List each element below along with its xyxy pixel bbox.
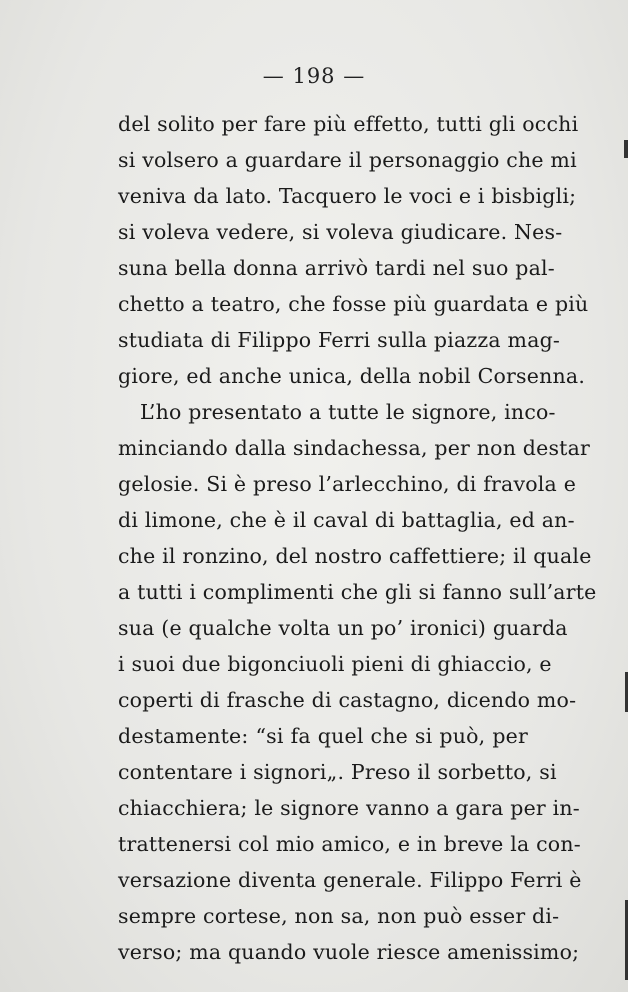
body-text [118,106,597,970]
text-line: sua (e qualche volta un po’ ironici) guarda [118,616,568,640]
text-line: si volsero a guardare il personaggio che mi [118,148,577,172]
text-line: trattenersi col mio amico, e in breve la con- [118,832,581,856]
text-line: chetto a teatro, che fosse più guardata e più [118,292,589,316]
text-line: versazione diventa generale. Filippo Ferri è [118,868,582,892]
text-line: L’ho presentato a tutte le signore, inco- [140,400,556,424]
text-line: gelosie. Si è preso l’arlecchino, di fravola e [118,472,577,496]
text-line: coperti di frasche di castagno, dicendo mo- [118,688,577,712]
text-line: veniva da lato. Tacquero le voci e i bisbigli; [118,184,577,208]
text-line: destamente: “si fa quel che si può, per [118,724,528,748]
text-line: i suoi due bigonciuoli pieni di ghiaccio, e [118,652,552,676]
text-line: si voleva vedere, si voleva giudicare. Nes- [118,220,563,244]
text-line: verso; ma quando vuole riesce amenissimo; [118,940,580,964]
text-line: di limone, che è il caval di battaglia, ed an- [118,508,575,532]
text-line: studiata di Filippo Ferri sulla piazza mag- [118,328,561,352]
text-line: sempre cortese, non sa, non può esser di- [118,904,560,928]
page-edge-mark [624,140,628,158]
text-line: a tutti i complimenti che gli si fanno sull’arte [118,580,597,604]
text-line: chiacchiera; le signore vanno a gara per in- [118,796,580,820]
text-line: che il ronzino, del nostro caffettiere; il quale [118,544,592,568]
text-line: del solito per fare più effetto, tutti gli occhi [118,112,579,136]
text-line: minciando dalla sindachessa, per non destar [118,436,591,460]
text-line: giore, ed anche unica, della nobil Corsenna. [118,364,586,388]
text-line: suna bella donna arrivò tardi nel suo pal- [118,256,555,280]
text-line: contentare i signori„. Preso il sorbetto, si [118,760,557,784]
page-number: — 198 — [262,64,366,88]
